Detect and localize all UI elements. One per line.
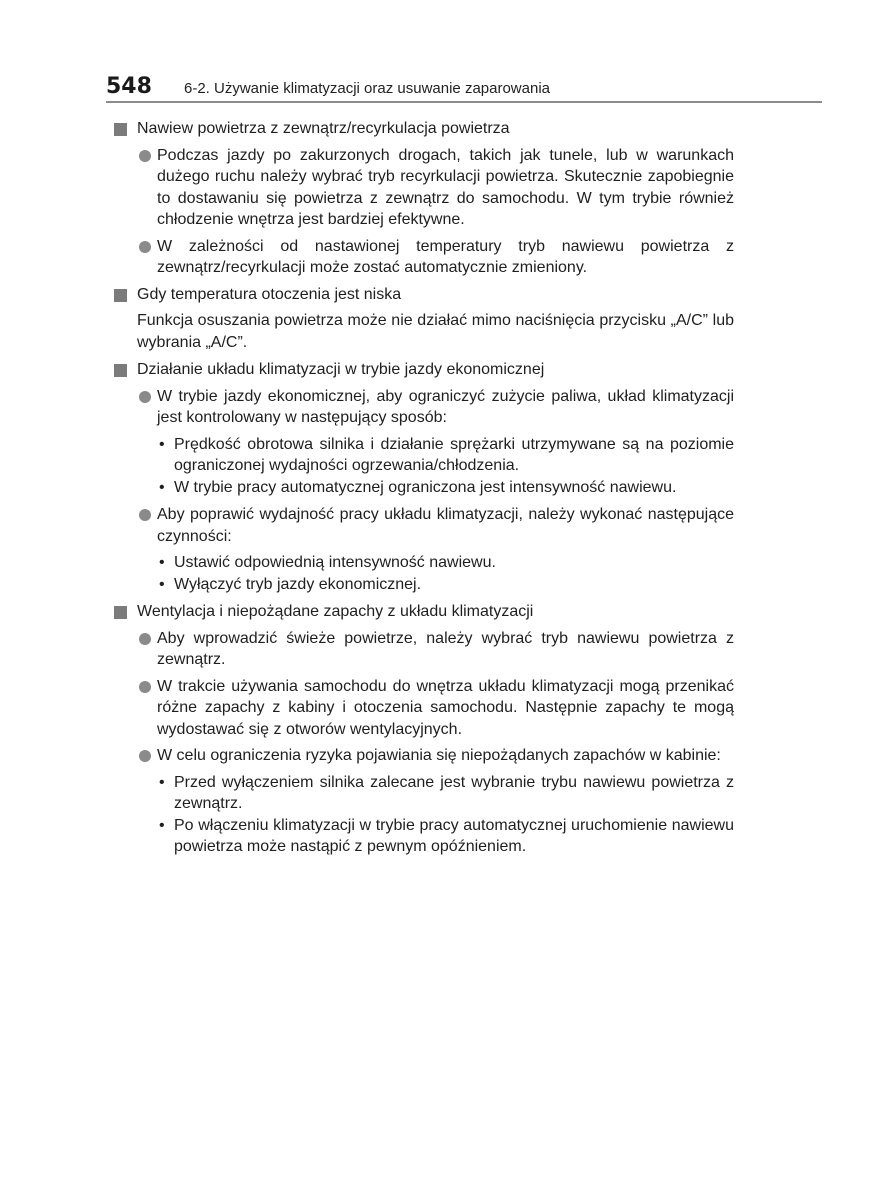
round-bullet-icon [139, 241, 151, 253]
paragraph-text: W zależności od nastawionej temperatury tryb nawiewu powietrza z zewnątrz/recyrkulacji może zostać automatycznie zmieniony. [157, 237, 734, 276]
round-bullet-icon [139, 391, 151, 403]
paragraph [114, 504, 734, 547]
small-bullet-icon: • [159, 575, 165, 593]
round-bullet-icon [139, 750, 151, 762]
paragraph [114, 145, 734, 231]
sub-item [114, 552, 734, 574]
page-number: 548 [106, 74, 152, 99]
round-bullet-icon [139, 681, 151, 693]
sub-item-text: Po włączeniu klimatyzacji w trybie pracy automatycznej uruchomienie nawiewu powietrza może nastąpić z pewnym opóźnieniem. [174, 816, 734, 855]
section-title-text: Nawiew powietrza z zewnątrz/recyrkulacja powietrza [137, 120, 510, 137]
section-title [114, 359, 734, 381]
sub-item [114, 434, 734, 477]
round-bullet-icon [139, 150, 151, 162]
paragraph [114, 745, 734, 767]
square-bullet-icon [114, 289, 127, 302]
sub-item-text: Przed wyłączeniem silnika zalecane jest wybranie trybu nawiewu powietrza z zewnątrz. [174, 773, 734, 812]
sub-item [114, 815, 734, 858]
sub-list [114, 552, 734, 595]
small-bullet-icon: • [159, 478, 165, 496]
small-bullet-icon: • [159, 435, 165, 453]
paragraph-text: Aby wprowadzić świeże powietrze, należy wybrać tryb nawiewu powietrza z zewnątrz. [157, 629, 734, 668]
small-bullet-icon: • [159, 816, 165, 834]
paragraph-text: W celu ograniczenia ryzyka pojawiania się niepożądanych zapachów w kabinie: [157, 747, 721, 764]
section-title-text: Działanie układu klimatyzacji w trybie jazdy ekonomicznej [137, 361, 545, 378]
paragraph [114, 628, 734, 671]
small-bullet-icon: • [159, 554, 165, 571]
chapter-title: 6-2. Używanie klimatyzacji oraz usuwanie zaparowania [184, 80, 550, 97]
sub-item-text: Wyłączyć tryb jazdy ekonomicznej. [174, 575, 422, 593]
section-eco-mode [114, 359, 734, 595]
section-title [114, 118, 734, 140]
paragraph-text: Podczas jazdy po zakurzonych drogach, takich jak tunele, lub w warunkach dużego ruchu należy wybrać tryb recyrkulacji powietrza. Skutecznie zapobiegnie to dostawaniu się powietrza z zewnątrz do samochodu. W tym trybie również chłodzenie wnętrza jest bardziej efektywne. [157, 146, 734, 228]
section-title-text: Gdy temperatura otoczenia jest niska [137, 285, 402, 303]
paragraph-text: Aby poprawić wydajność pracy układu klimatyzacji, należy wykonać następujące czynności: [157, 506, 734, 545]
sub-list [114, 434, 734, 499]
square-bullet-icon [114, 364, 127, 377]
sub-item [114, 574, 734, 596]
header-rule [106, 101, 822, 103]
sub-item [114, 772, 734, 815]
round-bullet-icon [139, 633, 151, 645]
section-air-intake [114, 118, 734, 279]
sub-item-text: W trybie pracy automatycznej ograniczona jest intensywność nawiewu. [174, 478, 677, 496]
round-bullet-icon [139, 509, 151, 521]
paragraph [114, 386, 734, 429]
paragraph [114, 676, 734, 741]
paragraph [114, 236, 734, 279]
sub-item [114, 477, 734, 499]
small-bullet-icon: • [159, 773, 165, 791]
square-bullet-icon [114, 123, 127, 136]
section-ventilation-odors [114, 601, 734, 858]
page-content [114, 118, 734, 864]
section-title-text: Wentylacja i niepożądane zapachy z układu klimatyzacji [137, 603, 534, 620]
sub-item-text: Prędkość obrotowa silnika i działanie sprężarki utrzymywane są na poziomie ograniczonej wydajności ogrzewania/chłodzenia. [174, 435, 734, 474]
sub-item-text: Ustawić odpowiednią intensywność nawiewu. [174, 554, 496, 571]
square-bullet-icon [114, 606, 127, 619]
section-title [114, 601, 734, 623]
paragraph-text: Funkcja osuszania powietrza może nie działać mimo naciśnięcia przycisku „A/C” lub wybrania „A/C”. [137, 312, 734, 351]
paragraph-text: W trakcie używania samochodu do wnętrza układu klimatyzacji mogą przenikać różne zapachy z kabiny i otoczenia samochodu. Następnie zapachy te mogą wydostawać się z otworów wentylacyjnych. [157, 677, 734, 738]
section-low-temperature [114, 284, 734, 354]
sub-list [114, 772, 734, 858]
page-header [106, 74, 822, 104]
section-title [114, 284, 734, 306]
paragraph-text: W trybie jazdy ekonomicznej, aby ograniczyć zużycie paliwa, układ klimatyzacji jest kontrolowany w następujący sposób: [157, 387, 734, 426]
